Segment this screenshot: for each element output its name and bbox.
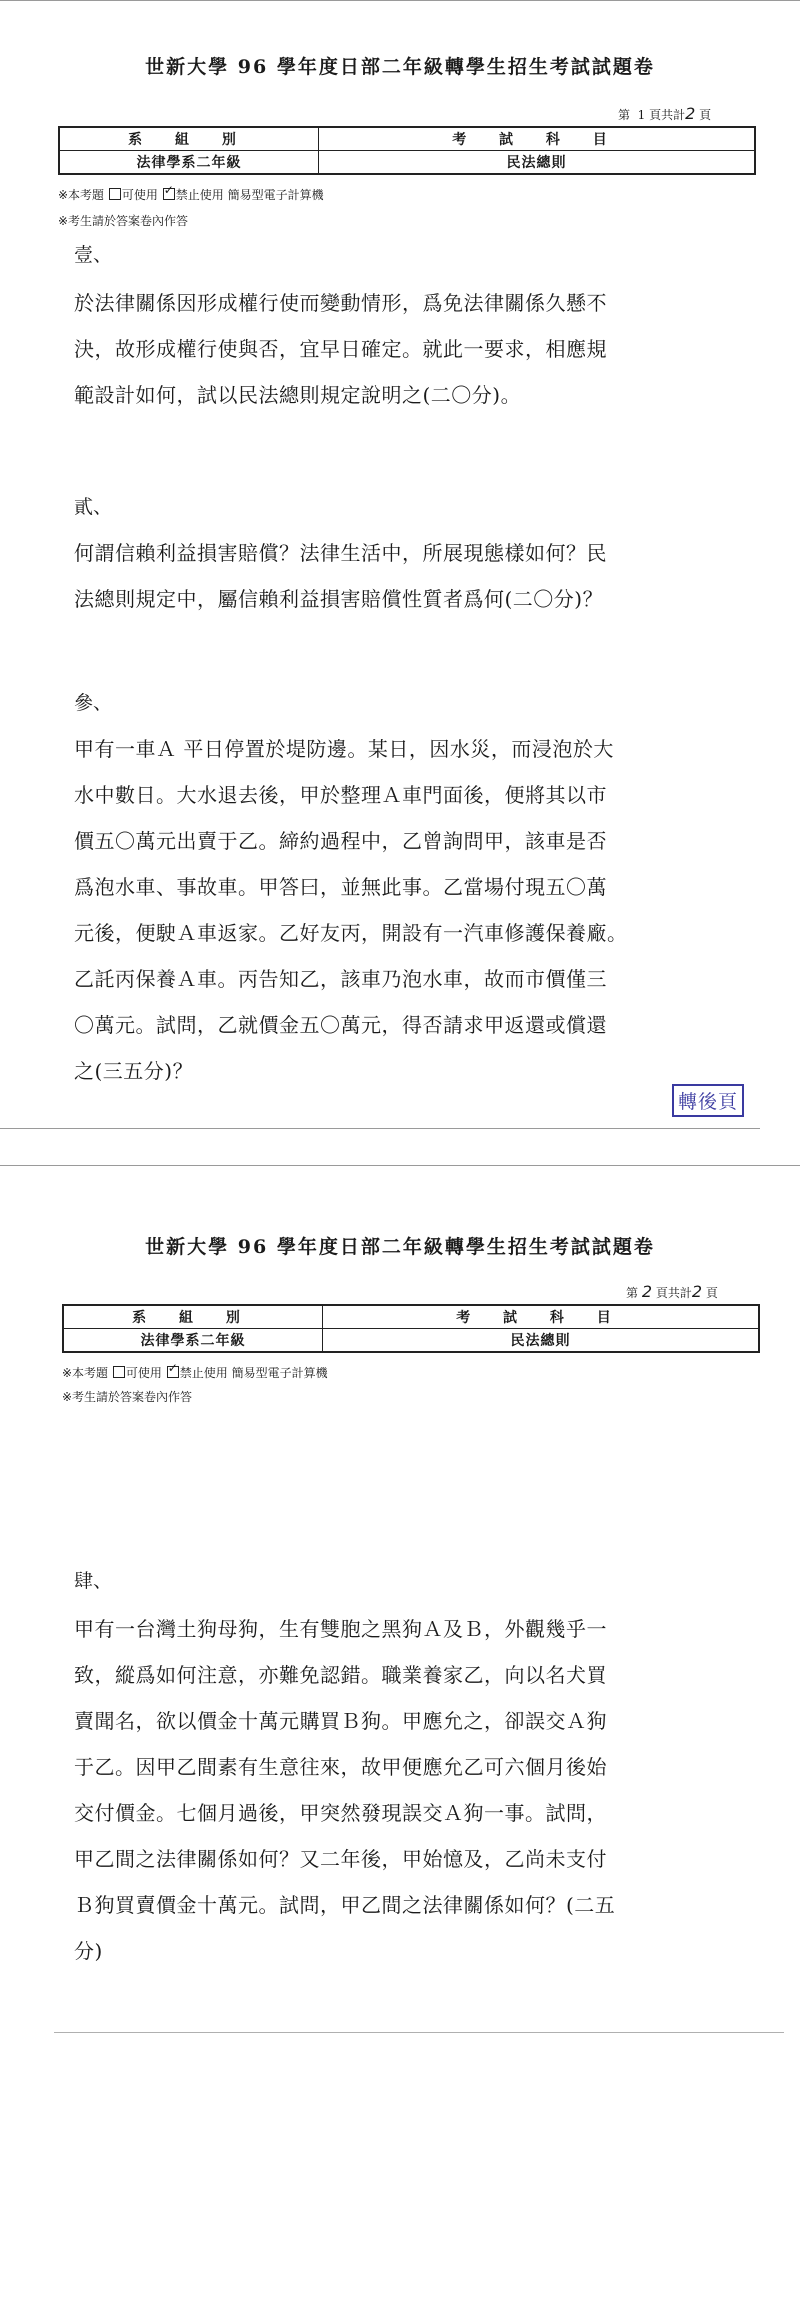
page-top-edge <box>0 0 800 1</box>
calculator-note-2: ※本考題 可使用 ✓ 禁止使用 簡易型電子計算機 <box>62 1364 328 1381</box>
question-3-number: 參、 <box>74 692 113 714</box>
answer-note-2: ※考生請於答案卷內作答 <box>62 1390 193 1404</box>
exam-page-1 <box>0 0 800 1125</box>
question-3-text: 甲有一車Ａ 平日停置於堤防邊。某日，因水災，而浸泡於大 水中數日。大水退去後，甲於整理Ａ車門面後，便將其以市 價五〇萬元出賣于乙。締約過程中，乙曾詢問甲，該車是否 爲泡水車、事故車。甲答曰，並無此事。乙當場付現五〇萬 元後，便駛Ａ車返家。乙好友丙，開設有一汽車修護保養廠。 乙託丙保養Ａ車。丙告知乙，該車乃泡水車，故而市價僅三 〇萬元。試問，乙就價金五〇萬元，得否請求甲返還或償還 之(三五分)？ <box>74 737 628 1083</box>
checkbox-allowed-2 <box>113 1366 125 1378</box>
question-1-text: 於法律關係因形成權行使而變動情形，爲免法律關係久懸不 決，故形成權行使與否，宜早日確定。就此一要求，相應規 範設計如何，試以民法總則規定說明之(二〇分)。 <box>74 291 607 407</box>
checkbox-forbidden <box>163 188 175 200</box>
dept-value-2: 法律學系二年級 <box>63 1329 323 1353</box>
question-4-number: 肆、 <box>74 1570 113 1592</box>
question-2-text: 何謂信賴利益損害賠償？法律生活中，所展現態樣如何？民 法總則規定中，屬信賴利益損害賠償性質者爲何(二〇分)？ <box>74 541 607 611</box>
question-4-text: 甲有一台灣土狗母狗，生有雙胞之黑狗Ａ及Ｂ，外觀幾乎一 致，縱爲如何注意，亦難免認錯。職業養家乙，向以名犬買 賣聞名，欲以價金十萬元購買Ｂ狗。甲應允之，卻誤交Ａ狗 于乙。因甲乙間素有生意往來，故甲便應允乙可六個月後始 交付價金。七個月過後，甲突然發現誤交Ａ狗一事。試問， 甲乙間之法律關係如何？又二年後，甲始憶及，乙尚未支付 Ｂ狗買賣價金十萬元。試問，甲乙間之法律關係如何？(二五 分) <box>74 1617 616 1963</box>
subject-header: 考 試 科 目 <box>319 127 756 151</box>
continue-next-page-stamp: 轉後頁 <box>672 1084 744 1117</box>
question-1-number: 壹、 <box>74 244 113 266</box>
dept-header-2: 系 組 別 <box>63 1305 323 1329</box>
subject-value-2: 民法總則 <box>323 1329 760 1353</box>
page-2-bottom-edge <box>54 2032 784 2033</box>
dept-value: 法律學系二年級 <box>59 151 319 175</box>
question-2-number: 貳、 <box>74 496 113 518</box>
subject-header-2: 考 試 科 目 <box>323 1305 760 1329</box>
exam-info-table-2 <box>62 1304 760 1353</box>
checkbox-forbidden-2 <box>167 1366 179 1378</box>
page-indicator-2: 第 2 頁共計2 頁 <box>626 1282 718 1301</box>
exam-page-2 <box>0 1170 800 2300</box>
exam-title: 世新大學 96 學年度日部二年級轉學生招生考試試題卷 <box>145 56 655 78</box>
exam-info-table <box>58 126 756 175</box>
calculator-note: ※本考題 可使用 ✓ 禁止使用 簡易型電子計算機 <box>58 186 324 203</box>
answer-note: ※考生請於答案卷內作答 <box>58 214 189 228</box>
page-indicator: 第 1 頁共計2 頁 <box>618 104 712 123</box>
checkbox-allowed <box>109 188 121 200</box>
page-2-top-edge <box>0 1165 800 1166</box>
subject-value: 民法總則 <box>319 151 756 175</box>
dept-header: 系 組 別 <box>59 127 319 151</box>
page-1-bottom-edge <box>0 1128 760 1129</box>
exam-title-2: 世新大學 96 學年度日部二年級轉學生招生考試試題卷 <box>145 1236 655 1258</box>
